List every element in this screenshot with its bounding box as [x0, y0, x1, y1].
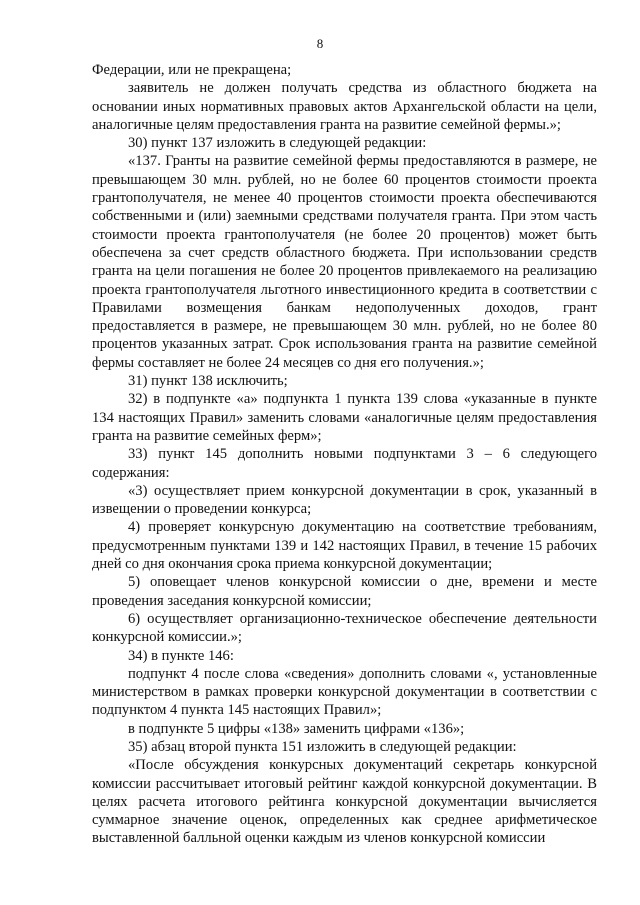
- paragraph: подпункт 4 после слова «сведения» дополнить словами «, установленные министерством в рамках проверки конкурсной документации в соответствии с подпунктом 4 пункта 145 настоящих Правил»;: [92, 665, 597, 719]
- paragraph: 32) в подпункте «а» подпункта 1 пункта 139 слова «указанные в пункте 134 настоящих Правил» заменить словами «аналогичные целям предоставления гранта на развитие семейных ферм»;: [92, 391, 597, 444]
- paragraph: 35) абзац второй пункта 151 изложить в следующей редакции:: [128, 738, 517, 755]
- paragraph: «После обсуждения конкурсных документаций секретарь конкурсной комиссии рассчитывает итоговый рейтинг каждой конкурсной документации. В целях расчета итогового рейтинга конкурсной документации вычисляется суммарное значение оценок, определенных как среднее арифметическое выставленной балльной оценки каждым из членов конкурсной комиссии: [92, 757, 597, 847]
- paragraph: 34) в пункте 146:: [128, 647, 234, 664]
- document-body: [92, 61, 597, 848]
- paragraph: 4) проверяет конкурсную документацию на соответствие требованиям, предусмотренным пунктами 139 и 142 настоящих Правил, в течение 15 рабочих дней со дня окончания срока приема конкурсной документации;: [92, 519, 597, 573]
- paragraph: заявитель не должен получать средства из областного бюджета на основании иных нормативных правовых актов Архангельской области на цели, аналогичные целям предоставления гранта на развитие семейной фермы.»;: [92, 80, 597, 133]
- paragraph: 30) пункт 137 изложить в следующей редакции:: [128, 135, 427, 152]
- paragraph: 33) пункт 145 дополнить новыми подпунктами 3 – 6 следующего содержания:: [92, 446, 597, 481]
- paragraph: 6) осуществляет организационно-техническое обеспечение деятельности конкурсной комиссии.»;: [92, 610, 597, 646]
- paragraph: «137. Гранты на развитие семейной фермы предоставляются в размере, не превышающем 30 млн. рублей, но не более 60 процентов стоимости проекта грантополучателя, не менее 40 процентов стоимости проекта обеспечиваются собственными и (или) заемными средствами получателя гранта. При этом часть стоимости проекта грантополучателя (не более 20 процентов) может быть обеспечена за счет средств областного бюджета. При использовании средств гранта на цели погашения не более 20 процентов привлекаемого на реализацию проекта грантополучателя льготного инвестиционного кредита в соответствии с Правилами возмещения банкам недополученных доходов, грант предоставляется в размере, не превышающем 30 млн. рублей, но не более 80 процентов указанных затрат. Срок использования гранта на развитие семейной фермы составляет не более 24 месяцев со дня его получения.»;: [92, 153, 597, 371]
- page-number: 8: [316, 36, 324, 51]
- paragraph: 5) оповещает членов конкурсной комиссии о дне, времени и месте проведения заседания конкурсной комиссии;: [92, 574, 597, 609]
- paragraph: 31) пункт 138 исключить;: [128, 373, 288, 390]
- paragraph: в подпункте 5 цифры «138» заменить цифрами «136»;: [128, 720, 465, 737]
- paragraph: «3) осуществляет прием конкурсной документации в срок, указанный в извещении о проведении конкурса;: [92, 482, 597, 518]
- paragraph: Федерации, или не прекращена;: [92, 62, 292, 78]
